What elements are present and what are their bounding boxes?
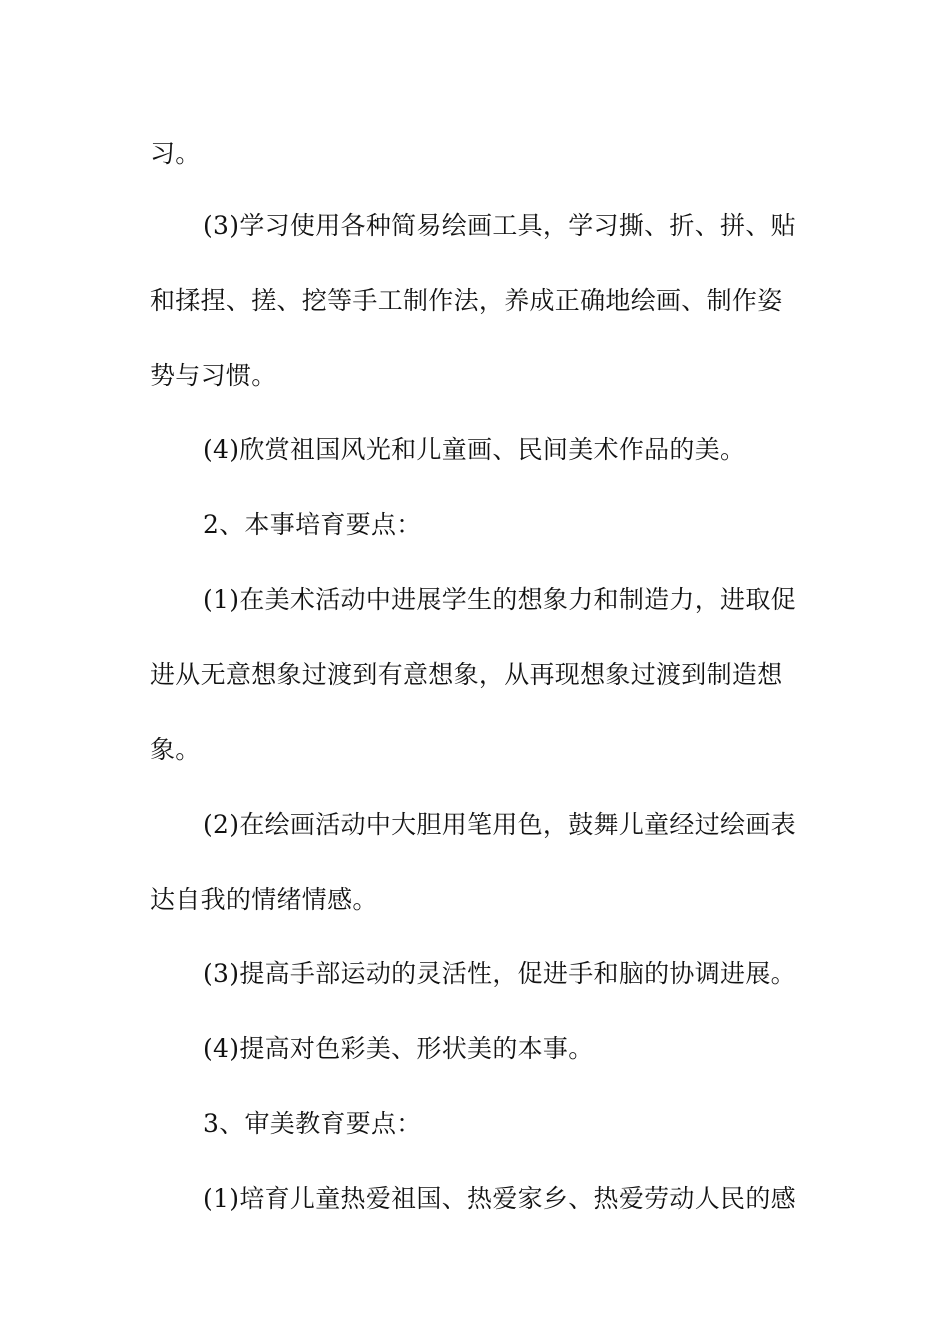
text-line: (3)提高手部运动的灵活性，促进手和脑的协调进展。 <box>203 959 796 988</box>
text-line: (3)学习使用各种简易绘画工具，学习撕、折、拼、贴 <box>203 211 796 240</box>
text-line: 习。 <box>150 139 201 168</box>
text-line: (2)在绘画活动中大胆用笔用色，鼓舞儿童经过绘画表 <box>203 810 796 839</box>
text-line: 进从无意想象过渡到有意想象，从再现想象过渡到制造想 <box>150 660 783 689</box>
text-line: (1)在美术活动中进展学生的想象力和制造力，进取促 <box>203 585 796 614</box>
text-line: (4)欣赏祖国风光和儿童画、民间美术作品的美。 <box>203 435 746 464</box>
text-line: 达自我的情绪情感。 <box>150 885 378 914</box>
text-line: 象。 <box>150 735 201 764</box>
text-line: 和揉捏、搓、挖等手工制作法，养成正确地绘画、制作姿 <box>150 286 783 315</box>
section-heading: 3、审美教育要点： <box>203 1109 422 1138</box>
text-line: (1)培育儿童热爱祖国、热爱家乡、热爱劳动人民的感 <box>203 1184 796 1213</box>
text-line: 势与习惯。 <box>150 361 277 390</box>
text-line: (4)提高对色彩美、形状美的本事。 <box>203 1034 594 1063</box>
section-heading: 2、本事培育要点： <box>203 510 422 539</box>
